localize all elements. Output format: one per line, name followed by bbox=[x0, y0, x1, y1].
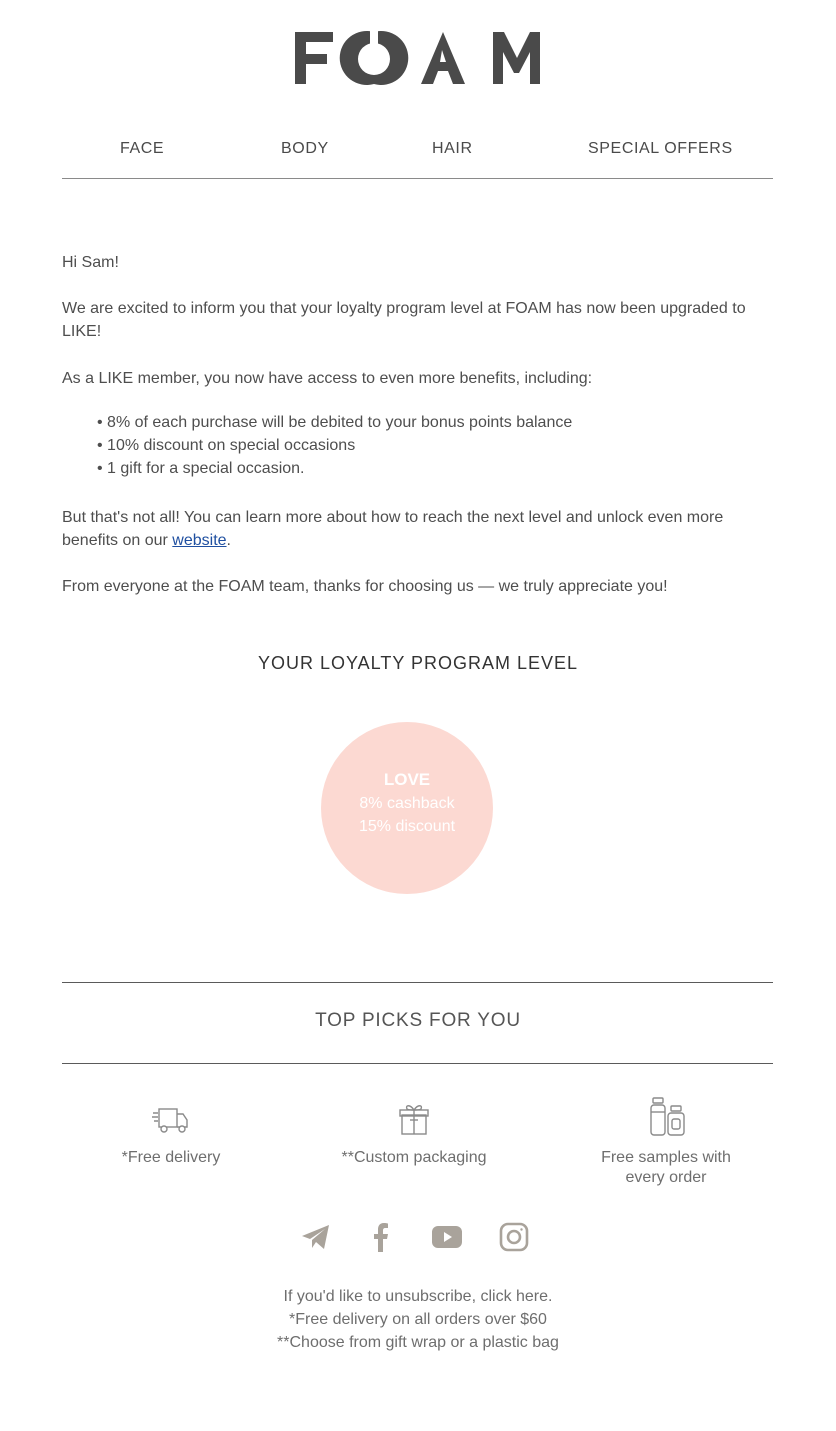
feature-label: Free samples with every order bbox=[601, 1149, 731, 1186]
nav-item-special-offers[interactable]: SPECIAL OFFERS bbox=[588, 140, 733, 157]
benefit-item: • 8% of each purchase will be debited to your bonus points balance bbox=[97, 414, 573, 431]
level-cashback: 8% cashback bbox=[359, 795, 455, 812]
sample-bottles-icon bbox=[647, 1096, 685, 1136]
feature-label: *Free delivery bbox=[121, 1149, 221, 1166]
nav-item-hair[interactable]: HAIR bbox=[432, 140, 473, 157]
loyalty-level-badge bbox=[321, 722, 493, 894]
instagram-link[interactable] bbox=[497, 1220, 531, 1254]
feature-free-delivery bbox=[71, 1096, 271, 1168]
nav-item-face[interactable]: FACE bbox=[120, 140, 165, 157]
level-discount: 15% discount bbox=[358, 818, 456, 835]
greeting: Hi Sam! bbox=[62, 254, 119, 271]
top-picks-title: TOP PICKS FOR YOU bbox=[315, 1010, 521, 1031]
youtube-icon bbox=[431, 1225, 463, 1249]
packaging-note: **Choose from gift wrap or a plastic bag bbox=[277, 1334, 559, 1351]
next-level-message bbox=[62, 506, 774, 552]
feature-custom-packaging bbox=[314, 1096, 514, 1168]
divider-bottom bbox=[62, 1063, 773, 1064]
feature-label: **Custom packaging bbox=[341, 1149, 487, 1166]
brand-logo[interactable] bbox=[0, 26, 836, 93]
divider-top bbox=[62, 982, 773, 983]
benefit-item: • 1 gift for a special occasion. bbox=[97, 460, 305, 477]
telegram-icon bbox=[301, 1224, 331, 1250]
next-level-text: But that's not all! You can learn more about how to reach the next level and unlock even more benefits on our bbox=[62, 509, 724, 549]
upgrade-message: We are excited to inform you that your loyalty program level at FOAM has now been upgraded to LIKE! bbox=[62, 300, 746, 340]
level-name: LOVE bbox=[383, 770, 431, 789]
benefit-item: • 10% discount on special occasions bbox=[97, 437, 356, 454]
benefits-intro: As a LIKE member, you now have access to even more benefits, including: bbox=[62, 370, 593, 387]
feature-free-samples bbox=[566, 1096, 766, 1188]
next-level-period: . bbox=[226, 532, 231, 549]
facebook-icon bbox=[372, 1222, 390, 1252]
top-navigation bbox=[62, 126, 773, 179]
gift-box-icon bbox=[398, 1102, 430, 1136]
loyalty-level-title: YOUR LOYALTY PROGRAM LEVEL bbox=[257, 653, 579, 673]
website-link[interactable]: website bbox=[172, 532, 227, 549]
telegram-link[interactable] bbox=[299, 1220, 333, 1254]
nav-item-body[interactable]: BODY bbox=[281, 140, 329, 157]
youtube-link[interactable] bbox=[430, 1220, 464, 1254]
instagram-icon bbox=[499, 1222, 529, 1252]
delivery-note: *Free delivery on all orders over $60 bbox=[289, 1311, 547, 1328]
thanks-message: From everyone at the FOAM team, thanks for choosing us — we truly appreciate you! bbox=[62, 578, 668, 595]
delivery-truck-icon bbox=[151, 1104, 191, 1136]
unsubscribe-link[interactable]: If you'd like to unsubscribe, click here. bbox=[283, 1288, 553, 1305]
facebook-link[interactable] bbox=[364, 1220, 398, 1254]
foam-logo-mark bbox=[293, 26, 543, 88]
